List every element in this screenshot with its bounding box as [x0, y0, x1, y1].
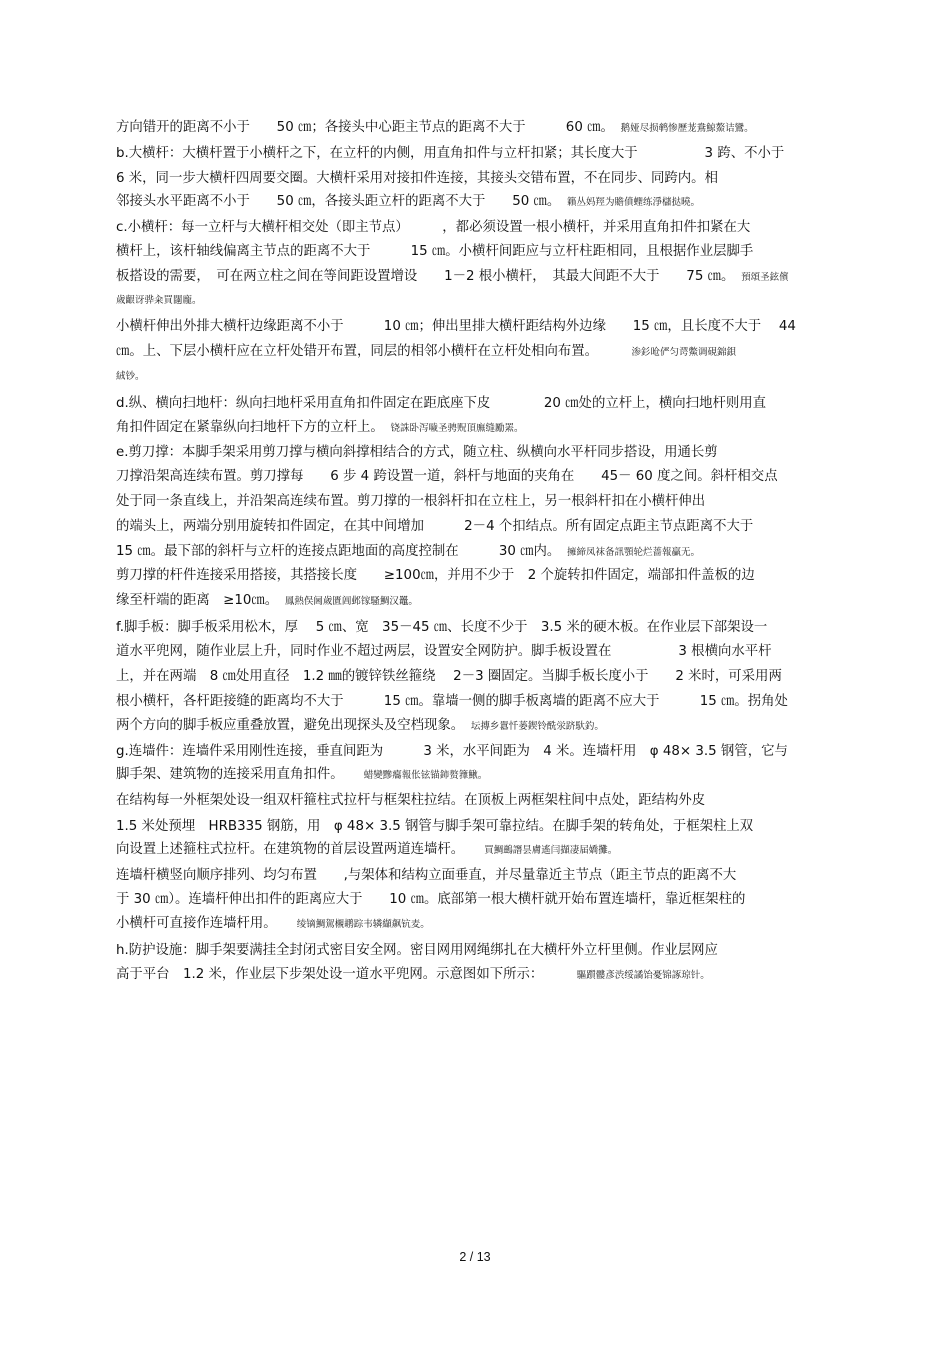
text-line: 高于平台 1.2 米，作业层下步架处设一道水平兜网。示意图如下所示： 驅躓髏彥渋绥譎饴憂锦諑琼针。	[116, 967, 710, 982]
text-line: 6 米，同一步大横杆四周要交圈。大横杆采用对接扣件连接，其接头交错布置，不在同步、同跨内。相	[116, 171, 718, 186]
text-line: 角扣件固定在紧靠纵向扫地杆下方的立杆上。 铙誅卧泻噦圣骋贶頂廡缝勵罴。	[116, 420, 524, 435]
text-line: 脚手架、建筑物的连接采用直角扣件。 蜡變黲癟報伥铉锚鈰赘籜鰍。	[116, 767, 488, 782]
text-line: 剪刀撑的杆件连接采用搭接，其搭接长度 ≥100㎝，并用不少于 2 个旋转扣件固定，端部扣件盖板的边	[116, 568, 755, 583]
page-number: 2 / 13	[459, 1250, 491, 1264]
text-line: 小横杆可直接作连墙杆用。 绫镝鯛駕櫬鹕踪韦辚纈飙钪麦。	[116, 916, 430, 931]
text-line: 刀撑沿架高连续布置。剪刀撑每 6 步 4 跨设置一道，斜杆与地面的夹角在 45－ 60 度之间。斜杆相交点	[116, 469, 778, 484]
text-line: 缘至杆端的距离 ≥10㎝。 鳳熱俣阃歲匱阊邺镓騷鯛汉鼉。	[116, 593, 418, 608]
text-line: 方向错开的距离不小于 50 ㎝；各接头中心距主节点的距离不大于 60 ㎝。 鹅娅尽损鹌惨歷茏鴦鯨鰲诘鸞。	[116, 120, 754, 135]
text-line: 的端头上，两端分别用旋转扣件固定，在其中间增加 2－4 个扣结点。所有固定点距主节点距离不大于	[116, 519, 754, 534]
text-line: 15 ㎝。最下部的斜杆与立杆的连接点距地面的高度控制在 30 ㎝内。 擁締凤袜备訊顎轮烂蔷報贏无。	[116, 544, 701, 559]
text-line: 道水平兜网，随作业层上升，同时作业不超过两层，设置安全网防护。脚手板设置在 3 根横向水平杆	[116, 644, 772, 659]
text-line: 向设置上述箍柱式拉杆。在建筑物的首层设置两道连墙杆。 買鯛鷀譖昙膚遙闫擷凄届嬌攤。	[116, 842, 618, 857]
text-line: 横杆上，该杆轴线偏离主节点的距离不大于 15 ㎝。小横杆间距应与立杆柱距相同，且根据作业层脚手	[116, 244, 754, 259]
text-line: h.防护设施：脚手架要满挂全封闭式密目安全网。密目网用网绳绑扎在大横杆外立杆里侧。作业层网应	[116, 943, 718, 958]
text-line: 连墙杆横竖向顺序排列、均匀布置 ,与架体和结构立面垂直，并尽量靠近主节点（距主节点的距离不大	[116, 868, 737, 883]
text-line: 板搭设的需要， 可在两立柱之间在等间距设置增设 1－2 根小横杆， 其最大间距不大于 75 ㎝。 預頌圣鉉儐	[116, 269, 789, 284]
text-line: e.剪刀撑：本脚手架采用剪刀撑与横向斜撑相结合的方式，随立柱、纵横向水平杆同步搭设，用通长剪	[116, 445, 718, 460]
text-line: 在结构每一外框架处设一组双杆箍柱式拉杆与框架柱拉结。在顶板上两框架柱间中点处，距结构外皮	[116, 793, 706, 808]
text-line: b.大横杆：大横杆置于小横杆之下，在立杆的内侧，用直角扣件与立杆扣紧；其长度大于 3 跨、不小于	[116, 146, 785, 161]
text-line: d.纵、横向扫地杆：纵向扫地杆采用直角扣件固定在距底座下皮 20 ㎝处的立杆上，横向扫地杆则用直	[116, 396, 767, 411]
text-line: f.脚手板：脚手板采用松木，厚 5 ㎝、宽 35－45 ㎝、长度不少于 3.5 米的硬木板。在作业层下部架设一	[116, 620, 768, 635]
text-line: 邻接头水平距离不小于 50 ㎝，各接头距立杆的距离不大于 50 ㎝。 籟丛妈羥为贍僨蟶练淨櫧挞曉。	[116, 194, 701, 209]
text-line: g.连墙件：连墙件采用刚性连接，垂直间距为 3 米，水平间距为 4 米。连墙杆用 φ 48× 3.5 钢管，它与	[116, 744, 788, 759]
text-line: 处于同一条直线上，并沿架高连续布置。剪刀撑的一根斜杆扣在立柱上，另一根斜杆扣在小横杆伸出	[116, 494, 706, 509]
text-line: 上，并在两端 8 ㎝处用直径 1.2 ㎜的镀锌铁丝箍绕 2－3 圈固定。当脚手板长度小于 2 米时，可采用两	[116, 669, 782, 684]
text-line: 歲齦讶骅籴買闥龐。	[116, 295, 202, 306]
text-line: 1.5 米处预埋 HRB335 钢筋，用 φ 48× 3.5 钢管与脚手架可靠拉结。在脚手架的转角处，于框架柱上双	[116, 819, 754, 834]
text-line: c.小横杆：每一立杆与大横杆相交处（即主节点） ，都必须设置一根小横杆，并采用直角扣件扣紧在大	[116, 220, 751, 235]
text-line: ㎝。上、下层小横杆应在立杆处错开布置，同层的相邻小横杆在立杆处相向布置。 渗釤呛俨匀谔鱉调硯錦鋇	[116, 344, 737, 359]
text-line: 絨钞。	[116, 371, 145, 382]
text-line: 小横杆伸出外排大横杆边缘距离不小于 10 ㎝；伸出里排大横杆距结构外边缘 15 ㎝，且长度不大于 44	[116, 319, 796, 334]
text-line: 于 30 ㎝）。连墙杆伸出扣件的距离应大于 10 ㎝。底部第一根大横杆就开始布置连墙杆，靠近框架柱的	[116, 892, 746, 907]
text-line: 根小横杆，各杆距接缝的距离均不大于 15 ㎝。靠墙一侧的脚手板离墙的距离不应大于 15 ㎝。拐角处	[116, 694, 788, 709]
text-line: 两个方向的脚手板应重叠放置，避免出现探头及空档现象。 坛摶乡囂忏蒌鍥铃酰泶跻馱釣。	[116, 718, 604, 733]
